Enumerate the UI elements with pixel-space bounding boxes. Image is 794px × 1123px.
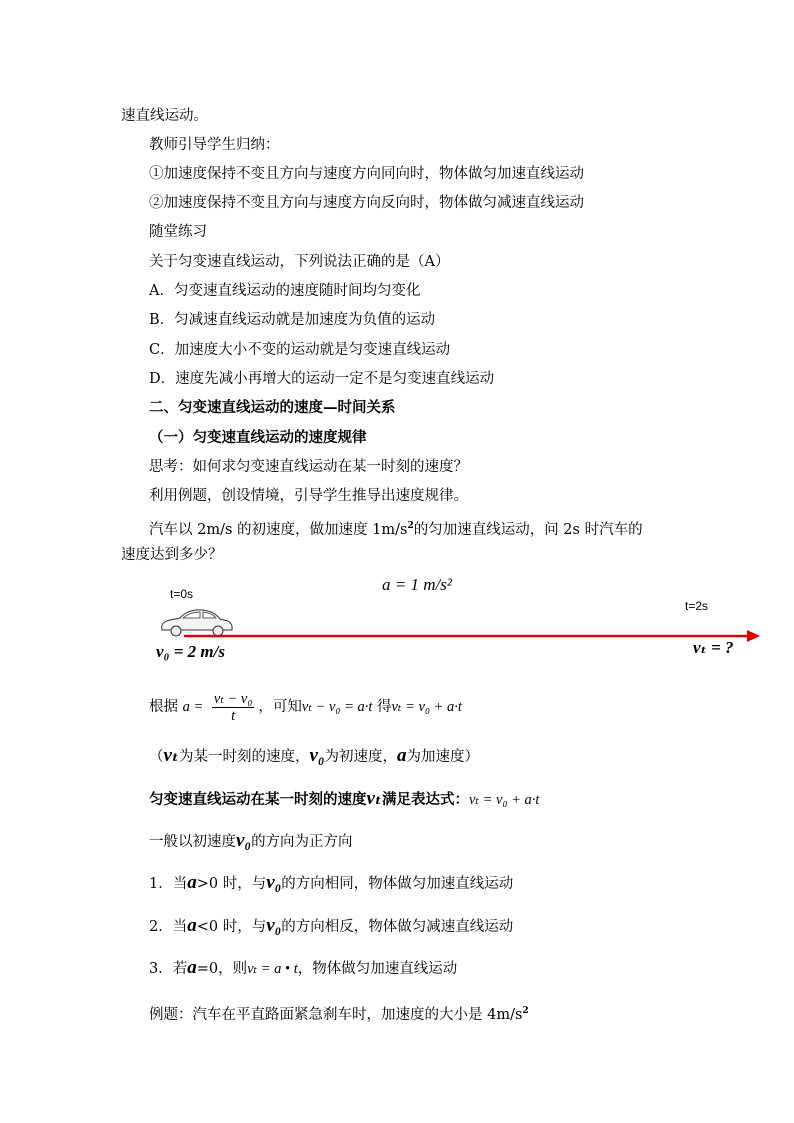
example-line: 例题：汽车在平直路面紧急刹车时，加速度的大小是 $4m/s^2$ (149, 1006, 529, 1023)
text-line: 随堂练习 (149, 224, 207, 240)
velocity-law: 匀变速直线运动在某一时刻的速度vₜ满足表达式：vₜ = v₀ + a·t (149, 788, 540, 809)
direction-convention: 一般以初速度v₀的方向为正方向 (149, 830, 353, 851)
option-c: C．加速度大小不变的运动就是匀变速直线运动 (149, 342, 451, 358)
case-2: 2．当a<0 时，与v₀的方向相反，物体做匀减速直线运动 (149, 915, 514, 936)
velocity-arrow (184, 626, 764, 646)
text-line: 利用例题，创设情境，引导学生推导出速度规律。 (149, 488, 468, 504)
formula-line: 根据 a = $\frac{\text{vₜ − v₀}}{t}$ ，可知vₜ − v₀ = a·t 得vₜ = v₀ + a·t (149, 690, 462, 724)
option-b: B．匀减速直线运动就是加速度为负值的运动 (149, 312, 436, 328)
text-line: 教师引导学生归纳： (149, 137, 280, 153)
t0-label: t=0s (170, 587, 194, 601)
fraction: $\frac{\text{vₜ − v₀}}{t}$ (213, 690, 253, 724)
text-line: 关于匀变速直线运动，下列说法正确的是（A） (149, 254, 450, 270)
variable-explanation: （vₜ为某一时刻的速度，v₀为初速度，a为加速度） (149, 745, 480, 766)
motion-diagram (150, 572, 770, 672)
case-1: 1．当a>0 时，与v₀的方向相同，物体做匀加速直线运动 (149, 872, 514, 893)
problem-line: 汽车以 2m/s 的初速度，做加速度 $1m/s^2$的匀加速直线运动，问 2s 时汽车的 (149, 521, 643, 538)
text-line: 速直线运动。 (121, 108, 208, 124)
t2-label: t=2s (685, 599, 709, 613)
subsection-heading: （一）匀变速直线运动的速度规律 (149, 429, 367, 446)
text-line: 速度达到多少？ (121, 547, 223, 563)
vt-label: vₜ = ? (693, 638, 734, 657)
case-3: 3．若a=0，则vₜ = a • t，物体做匀加速直线运动 (149, 957, 458, 978)
text-line: ①加速度保持不变且方向与速度方向同向时，物体做匀加速直线运动 (149, 166, 584, 182)
option-d: D．速度先减小再增大的运动一定不是匀变速直线运动 (149, 371, 495, 387)
text-line: 思考：如何求匀变速直线运动在某一时刻的速度？ (149, 459, 468, 475)
option-a: A．匀变速直线运动的速度随时间均匀变化 (149, 283, 421, 299)
v0-label: v₀ = 2 m/s (156, 642, 225, 661)
section-heading: 二、匀变速直线运动的速度—时间关系 (149, 399, 396, 416)
text-line: ②加速度保持不变且方向与速度方向反向时，物体做匀减速直线运动 (149, 195, 584, 211)
acceleration-label: a = 1 m/s² (382, 575, 452, 594)
